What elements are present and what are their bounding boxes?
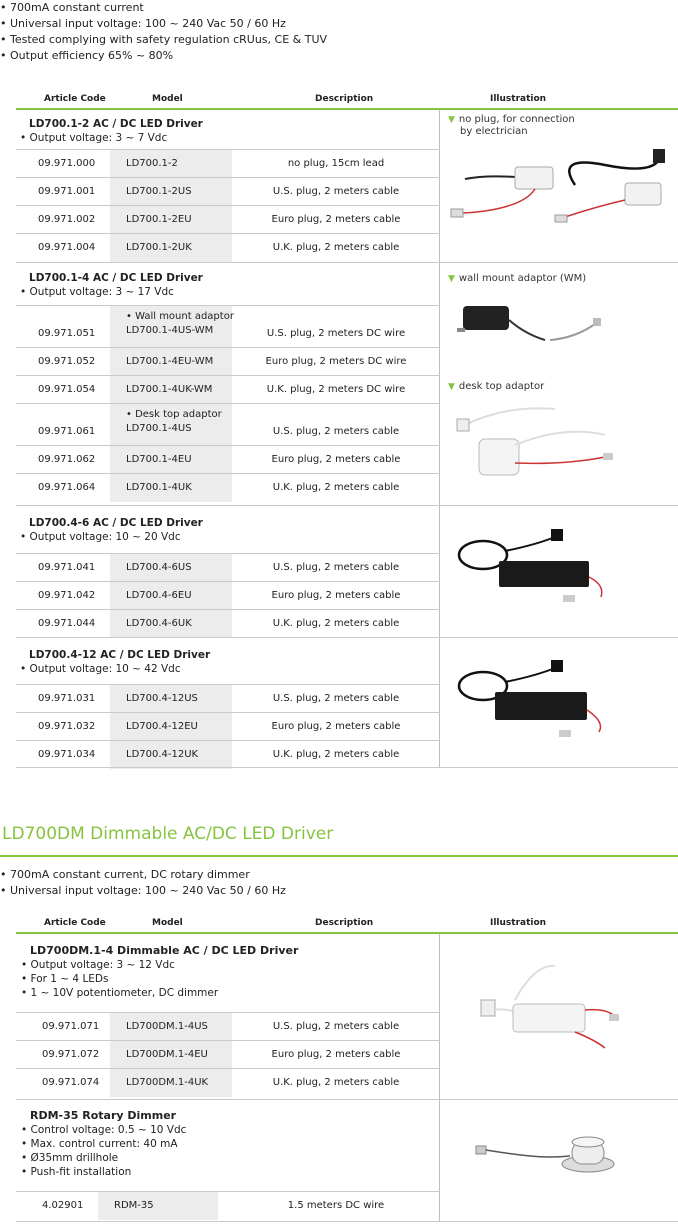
table-row: [16, 404, 440, 446]
header-description: Description: [315, 94, 374, 104]
group-title: LD700.1-2 AC / DC LED Driver: [29, 118, 203, 130]
model-note: • Desk top adaptor: [126, 409, 222, 420]
description: Euro plug, 2 meters DC wire: [265, 356, 407, 367]
model-code: LD700.4-12UK: [126, 749, 199, 760]
group-spec: • For 1 ~ 4 LEDs: [30, 972, 298, 986]
driver-4-6-image: [455, 515, 615, 605]
section-bullet: • 700mA constant current, DC rotary dimmer: [0, 867, 250, 882]
model-code: LD700.1-4EU-WM: [126, 356, 214, 367]
article-code: 09.971.061: [38, 426, 96, 437]
header-model: Model: [152, 918, 183, 928]
model-code: LD700.4-6EU: [126, 590, 192, 601]
model-code: LD700DM.1-4US: [126, 1021, 208, 1032]
group-spec: • Output voltage: 3 ~ 12 Vdc: [30, 958, 298, 972]
header-article: Article Code: [44, 94, 106, 104]
description: U.K. plug, 2 meters cable: [272, 749, 400, 760]
rotary-dimmer-image: [470, 1128, 620, 1178]
article-code: 09.971.054: [38, 384, 96, 395]
article-code: 09.971.031: [38, 693, 96, 704]
group-title: LD700.4-12 AC / DC LED Driver: [29, 649, 211, 661]
model-code: LD700.4-6UK: [126, 618, 192, 629]
article-code: 09.971.000: [38, 158, 96, 169]
description: U.K. plug, 2 meters cable: [272, 242, 400, 253]
model-code: LD700.4-6US: [126, 562, 192, 573]
description: Euro plug, 2 meters cable: [271, 214, 401, 225]
description: U.S. plug, 2 meters DC wire: [266, 328, 406, 339]
article-code: 09.971.074: [42, 1077, 100, 1088]
article-code: 09.971.051: [38, 328, 96, 339]
model-code: LD700.1-4EU: [126, 454, 192, 465]
illustration-note: ▼ desk top adaptor: [448, 381, 545, 392]
description: Euro plug, 2 meters cable: [271, 454, 401, 465]
group-title: LD700.1-4 AC / DC LED Driver: [29, 272, 203, 284]
description: U.S. plug, 2 meters cable: [272, 1021, 400, 1032]
intro-bullet: • Universal input voltage: 100 ~ 240 Vac 50 / 60 Hz: [0, 16, 286, 31]
group-spec: • Max. control current: 40 mA: [30, 1137, 186, 1151]
desk-top-adaptor-image: [455, 405, 625, 485]
table-row: [16, 1041, 440, 1069]
description: U.S. plug, 2 meters cable: [272, 186, 400, 197]
description: 1.5 meters DC wire: [287, 1200, 385, 1211]
table-row: [16, 1192, 440, 1220]
article-code: 09.971.062: [38, 454, 96, 465]
header-description: Description: [315, 918, 374, 928]
article-code: 09.971.034: [38, 749, 96, 760]
table-row: [16, 610, 440, 638]
section-rule: [0, 855, 678, 857]
model-code: LD700.1-4UK: [126, 482, 192, 493]
group-heading: [29, 516, 203, 544]
group-spec: • Output voltage: 3 ~ 7 Vdc: [29, 131, 203, 145]
table-row: [16, 234, 440, 262]
group-spec: • 1 ~ 10V potentiometer, DC dimmer: [30, 986, 298, 1000]
article-code: 09.971.072: [42, 1049, 100, 1060]
table-row: [16, 306, 440, 348]
group-heading: [29, 117, 203, 145]
description: Euro plug, 2 meters cable: [271, 1049, 401, 1060]
header-rule: [16, 108, 678, 110]
group-title: LD700.4-6 AC / DC LED Driver: [29, 517, 203, 529]
model-code: LD700.4-12US: [126, 693, 198, 704]
description: U.K. plug, 2 meters cable: [272, 618, 400, 629]
dimmable-driver-image: [455, 960, 625, 1055]
table-row: [16, 474, 440, 502]
intro-bullet: • Tested complying with safety regulation cRUus, CE & TUV: [0, 32, 327, 47]
table-row: [16, 150, 440, 178]
group-spec: • Control voltage: 0.5 ~ 10 Vdc: [30, 1123, 186, 1137]
group-title: LD700DM.1-4 Dimmable AC / DC LED Driver: [30, 944, 299, 957]
model-code: LD700DM.1-4EU: [126, 1049, 208, 1060]
model-code: LD700.1-2US: [126, 186, 192, 197]
description: U.K. plug, 2 meters DC wire: [266, 384, 406, 395]
article-code: 09.971.041: [38, 562, 96, 573]
model-note: • Wall mount adaptor: [126, 311, 234, 322]
header-model: Model: [152, 94, 183, 104]
wall-mount-adaptor-image: [455, 300, 615, 350]
table-row: [16, 741, 440, 769]
group-spec: • Output voltage: 10 ~ 42 Vdc: [29, 662, 210, 676]
model-code: LD700.1-2UK: [126, 242, 192, 253]
illustration-note: ▼ wall mount adaptor (WM): [448, 273, 587, 284]
group-spec: • Ø35mm drillhole: [30, 1151, 186, 1165]
group-heading: [30, 944, 298, 1000]
article-code: 09.971.001: [38, 186, 96, 197]
description: U.S. plug, 2 meters cable: [272, 562, 400, 573]
group-spec: • Output voltage: 3 ~ 17 Vdc: [29, 285, 203, 299]
table-row: [16, 713, 440, 741]
model-code: LD700.1-4US: [126, 423, 192, 434]
header-illustration: Illustration: [490, 918, 547, 928]
article-code: 09.971.071: [42, 1021, 100, 1032]
table-row: [16, 554, 440, 582]
header-rule: [16, 932, 678, 934]
article-code: 4.02901: [42, 1200, 84, 1211]
description: U.S. plug, 2 meters cable: [272, 426, 400, 437]
section-bullet: • Universal input voltage: 100 ~ 240 Vac 50 / 60 Hz: [0, 883, 286, 898]
driver-4-12-image: [455, 650, 615, 740]
model-code: LD700.4-12EU: [126, 721, 198, 732]
group-spec: • Output voltage: 10 ~ 20 Vdc: [29, 530, 203, 544]
article-code: 09.971.004: [38, 242, 96, 253]
table-row: [16, 376, 440, 404]
header-article: Article Code: [44, 918, 106, 928]
table-row: [16, 1069, 440, 1097]
description: no plug, 15cm lead: [287, 158, 385, 169]
intro-bullet: • Output efficiency 65% ~ 80%: [0, 48, 173, 63]
table-row: [16, 178, 440, 206]
table-row: [16, 1013, 440, 1041]
table-row: [16, 206, 440, 234]
group-spec: • Push-fit installation: [30, 1165, 186, 1179]
article-code: 09.971.042: [38, 590, 96, 601]
description: Euro plug, 2 meters cable: [271, 721, 401, 732]
description: U.K. plug, 2 meters cable: [272, 482, 400, 493]
description: Euro plug, 2 meters cable: [271, 590, 401, 601]
intro-bullet: • 700mA constant current: [0, 0, 144, 15]
article-code: 09.971.032: [38, 721, 96, 732]
model-code: LD700.1-4UK-WM: [126, 384, 213, 395]
table-row: [16, 348, 440, 376]
group-heading: [29, 271, 203, 299]
group-heading: [29, 648, 210, 676]
description: U.K. plug, 2 meters cable: [272, 1077, 400, 1088]
description: U.S. plug, 2 meters cable: [272, 693, 400, 704]
group-title: RDM-35 Rotary Dimmer: [30, 1109, 177, 1122]
model-code: LD700DM.1-4UK: [126, 1077, 209, 1088]
table-row: [16, 685, 440, 713]
model-code: LD700.1-2: [126, 158, 178, 169]
table-row: [16, 446, 440, 474]
header-illustration: Illustration: [490, 94, 547, 104]
table-row: [16, 582, 440, 610]
model-code: LD700.1-4US-WM: [126, 325, 214, 336]
group-heading: [30, 1109, 186, 1179]
model-code: RDM-35: [114, 1200, 154, 1211]
illustration-note: ▼ no plug, for connection by electrician: [448, 114, 575, 137]
article-code: 09.971.052: [38, 356, 96, 367]
article-code: 09.971.044: [38, 618, 96, 629]
driver-no-plug-image: [445, 145, 675, 225]
section-title: LD700DM Dimmable AC/DC LED Driver: [2, 824, 334, 844]
article-code: 09.971.064: [38, 482, 96, 493]
model-code: LD700.1-2EU: [126, 214, 192, 225]
article-code: 09.971.002: [38, 214, 96, 225]
